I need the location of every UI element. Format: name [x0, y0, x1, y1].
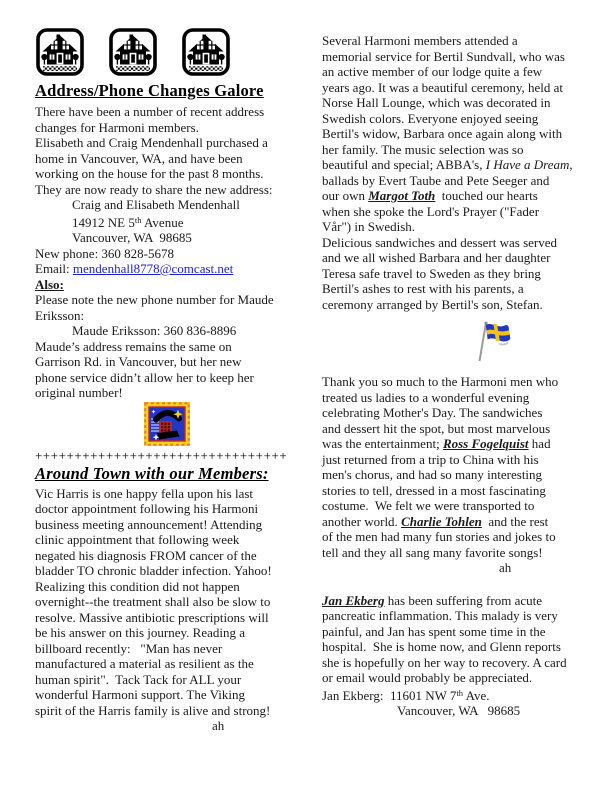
address-changes-heading: Address/Phone Changes Galore [35, 81, 264, 100]
text-line [322, 250, 604, 266]
text-segment: changes for Harmoni members. [35, 119, 199, 135]
text-segment: Realizing this condition did not happen [35, 578, 240, 594]
text-segment: years ago. It was a beautiful ceremony, held at [322, 79, 564, 95]
memorial-paragraph [322, 33, 604, 312]
text-line [322, 235, 604, 251]
text-segment: Maude’s address remains the same on [35, 338, 232, 354]
right-column [322, 33, 604, 719]
text-line [322, 173, 604, 189]
text-line [35, 501, 315, 517]
text-segment: an active member of our lodge quite a few [322, 64, 543, 79]
text-line [322, 374, 604, 390]
text-line [35, 486, 315, 502]
text-line [322, 219, 604, 235]
text-segment: They are now ready to share the new address: [35, 181, 273, 197]
text-line [35, 277, 315, 293]
text-segment: working on the house for the past 8 months. [35, 166, 264, 181]
text-segment: has been suffering from acute [384, 592, 542, 608]
text-line [322, 452, 604, 468]
text-segment: or email would probably be appreciated. [322, 670, 533, 685]
text-line [35, 104, 315, 120]
address-changes-paragraph [35, 104, 315, 401]
text-line [322, 64, 604, 80]
text-segment: wonderful Harmoni support. The Viking [35, 687, 245, 702]
text-segment: celebrating Mother's Day. The sandwiches [322, 405, 543, 420]
text-segment: original number! [35, 385, 123, 400]
text-segment: overnight--the treatment shall also be slow to [35, 594, 271, 609]
text-line [322, 49, 604, 65]
text-line [35, 261, 315, 277]
text-segment: Margot Toth [368, 188, 436, 203]
text-segment: Jan Ekberg: 11601 NW 7 [322, 687, 457, 703]
text-segment: memorial service for Bertil Sundvall, who was [322, 48, 565, 64]
text-line [322, 639, 604, 655]
text-segment: Ave. [463, 687, 490, 703]
swedish-flag-wrap [471, 317, 604, 366]
text-line [35, 594, 315, 610]
text-segment: and we all wished Barbara and her daughter [322, 250, 551, 265]
text-segment: human spirit". Tack Tack for ALL your [35, 671, 242, 687]
text-line [322, 483, 604, 499]
plus-divider: ++++++++++++++++++++++++++++++++ [35, 447, 288, 463]
text-line [322, 529, 604, 545]
text-segment: , [569, 157, 573, 172]
text-segment: she is hopefully on her way to recovery. A card [322, 654, 567, 670]
text-segment: stories to tell, dressed in a most fascinating [322, 482, 546, 498]
text-segment: doctor appointment following his Harmoni [35, 501, 259, 516]
text-segment: Ross Fogelquist [442, 436, 529, 451]
text-line [322, 281, 604, 297]
text-line [35, 246, 315, 262]
text-segment: manufactured a material as resilient as the [35, 656, 254, 671]
text-line [35, 703, 315, 719]
text-segment: Eriksson: [35, 307, 85, 323]
text-segment: touched our hearts [435, 188, 538, 203]
text-line [322, 421, 604, 437]
text-segment: home in Vancouver, WA, and have been [35, 150, 243, 166]
text-segment: Bertil's ashes to rest with his parents, a [322, 281, 524, 296]
text-line [322, 157, 604, 173]
mothers-day-paragraph [322, 374, 604, 576]
email-link[interactable]: mendenhall8778@comcast.net [72, 261, 234, 276]
telephone-stamp-icon [144, 402, 190, 446]
text-segment: Avenue [141, 214, 184, 230]
text-line [322, 188, 604, 204]
text-line [322, 467, 604, 483]
text-line [35, 548, 315, 564]
text-line [322, 624, 604, 640]
text-segment: Vancouver, WA 98685 [397, 703, 521, 718]
text-segment: th [456, 687, 464, 698]
text-line [35, 563, 315, 579]
text-line [322, 33, 604, 49]
text-segment: Norse Hall Lounge, which was decorated in [322, 95, 551, 110]
swedish-flag-icon [471, 317, 517, 365]
text-line [35, 579, 315, 595]
jan-ekberg-paragraph [322, 593, 604, 719]
text-segment: negated his diagnosis FROM cancer of the [35, 547, 257, 563]
text-line [35, 151, 315, 167]
text-line [35, 385, 315, 401]
text-segment: 14912 NE 5 [72, 214, 135, 230]
text-line [35, 292, 315, 308]
text-segment: of the men had many fun stories and jokes to [322, 529, 556, 544]
text-segment: Swedish colors. Everyone enjoyed seeing [322, 110, 539, 126]
vic-harris-paragraph [35, 486, 315, 734]
house-icon [182, 28, 230, 76]
text-line [35, 718, 315, 734]
text-line [322, 655, 604, 671]
text-line [322, 297, 604, 313]
text-segment: was the entertainment; [322, 436, 443, 451]
text-segment: pancreatic inflammation. This malady is very [322, 608, 558, 623]
text-line [322, 436, 604, 452]
text-line [322, 670, 604, 686]
text-line [35, 532, 315, 548]
telephone-stamp-wrap [144, 402, 315, 447]
text-segment: ah [212, 718, 225, 733]
text-segment: men's chorus, and had so many interesting [322, 467, 543, 482]
text-line [35, 517, 315, 533]
text-segment: clinic appointment that following week [35, 532, 240, 547]
house-icons-row [36, 28, 315, 76]
text-line [35, 166, 315, 182]
text-segment: costume. We felt we were transported to [322, 498, 535, 513]
text-line [322, 111, 604, 127]
text-segment: another world. [322, 513, 402, 529]
text-line [322, 95, 604, 111]
text-line [322, 545, 604, 561]
text-segment: Vancouver, WA 98685 [72, 230, 192, 245]
text-line [35, 672, 315, 688]
text-line [322, 498, 604, 514]
text-segment: beautiful and special; ABBA's, [322, 157, 486, 172]
text-segment: Bertil's widow, Barbara once again along with [322, 126, 563, 141]
text-segment: Elisabeth and Craig Mendenhall purchased a [35, 135, 268, 150]
text-line [35, 687, 315, 703]
text-line [322, 142, 604, 158]
text-line [322, 514, 604, 530]
text-segment: Email: [35, 261, 73, 276]
text-segment: when she spoke the Lord's Prayer ("Fader [322, 203, 540, 219]
text-segment: be his answer on this journey. Reading a [35, 625, 245, 640]
text-segment: phone service didn’t allow her to keep her [35, 369, 254, 385]
text-segment: Vår") in Swedish. [322, 219, 416, 234]
text-line [35, 308, 315, 324]
text-line [322, 126, 604, 142]
text-line [35, 625, 315, 641]
text-line [322, 593, 604, 609]
text-line [35, 213, 315, 231]
around-town-heading: Around Town with our Members: [35, 463, 269, 483]
text-line [322, 686, 604, 704]
left-column [35, 28, 315, 734]
text-segment: Delicious sandwiches and dessert was served [322, 234, 558, 250]
text-line [322, 204, 604, 220]
text-segment: Craig and Elisabeth Mendenhall [72, 197, 240, 212]
text-segment: Vic Harris is one happy fella upon his last [35, 485, 254, 501]
text-line [35, 197, 315, 213]
text-segment: th [134, 214, 142, 225]
text-segment: Several Harmoni members attended a [322, 33, 518, 48]
text-segment: painful, and Jan has spent some time in the [322, 623, 546, 639]
text-line [322, 80, 604, 96]
text-line [322, 608, 604, 624]
text-segment: resolve. Massive antibiotic prescriptions will [35, 609, 269, 625]
text-line [35, 610, 315, 626]
text-segment: There have been a number of recent address [35, 104, 265, 119]
house-icon [36, 28, 84, 76]
text-segment: tell and they all sang many favorite songs! [322, 544, 543, 560]
text-segment: had [528, 436, 551, 451]
text-segment: ballads by Evert Taube and Pete Seeger and [322, 172, 550, 188]
text-line [35, 370, 315, 386]
text-line [322, 560, 604, 576]
text-segment: and dessert hit the spot, but most marvelous [322, 420, 551, 436]
text-segment: bladder TO chronic bladder infection. Yahoo! [35, 563, 272, 578]
text-segment: business meeting announcement! Attending [35, 516, 263, 532]
text-segment: I Have a Dream [485, 157, 570, 172]
text-segment: ah [499, 560, 512, 575]
text-line [322, 390, 604, 406]
text-line [35, 656, 315, 672]
text-line [35, 120, 315, 136]
text-segment: and the rest [481, 513, 549, 529]
text-segment: spirit of the Harris family is alive and strong! [35, 702, 271, 718]
text-line [35, 135, 315, 151]
text-segment: hospital. She is home now, and Glenn reports [322, 639, 561, 654]
house-icon [109, 28, 157, 76]
text-line [35, 641, 315, 657]
text-segment: billboard recently: "Man has never [35, 640, 223, 656]
text-segment: Charlie Tohlen [401, 513, 482, 529]
text-line [35, 339, 315, 355]
text-segment: just returned from a trip to China with his [322, 451, 539, 467]
text-line [35, 323, 315, 339]
text-segment: treated us ladies to a wonderful evening [322, 389, 530, 405]
text-segment: Jan Ekberg [322, 592, 385, 608]
text-segment: New phone: 360 828-5678 [35, 245, 175, 261]
text-segment: her family. The music selection was so [322, 141, 524, 157]
text-line [35, 230, 315, 246]
text-line [322, 405, 604, 421]
text-segment: Thank you so much to the Harmoni men who [322, 374, 559, 389]
text-line [35, 182, 315, 198]
text-segment: ceremony arranged by Bertil's son, Stefan. [322, 296, 543, 312]
text-line [322, 266, 604, 282]
text-segment: Teresa safe travel to Sweden as they bring [322, 265, 541, 281]
text-segment: Garrison Rd. in Vancouver, but her new [35, 354, 242, 369]
text-segment: our own [322, 188, 369, 203]
text-segment: Also: [35, 276, 64, 292]
text-line [322, 703, 604, 719]
text-segment: Maude Eriksson: 360 836-8896 [72, 323, 237, 338]
text-segment: Please note the new phone number for Maude [35, 292, 274, 307]
text-line [35, 354, 315, 370]
